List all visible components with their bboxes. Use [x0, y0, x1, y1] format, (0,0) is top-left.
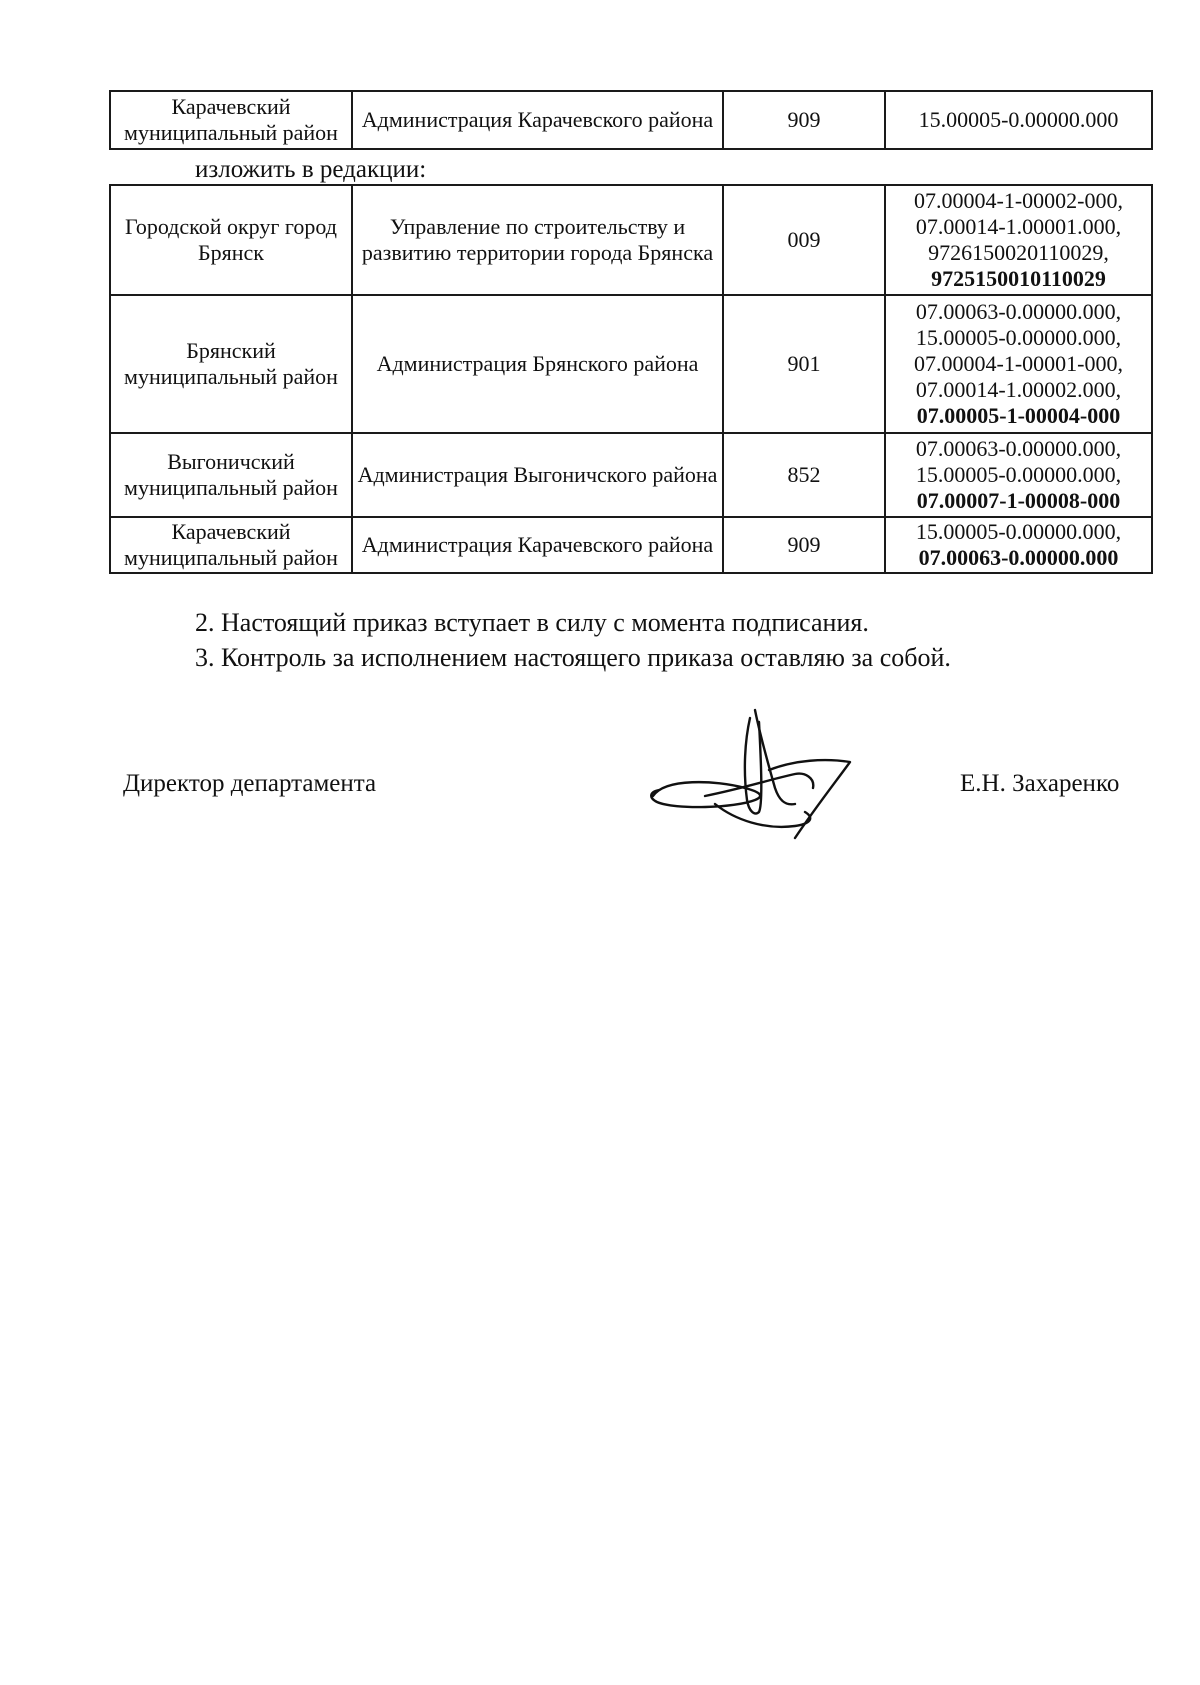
budget-code: 07.00004-1-00001-000,: [914, 351, 1123, 376]
budget-code-highlighted: 07.00063-0.00000.000: [918, 545, 1119, 570]
signatory-title: Директор департамента: [123, 770, 377, 797]
table-row: [110, 517, 1152, 573]
district-cell: Карачевский муниципальный район: [110, 91, 352, 149]
administration-cell: Администрация Брянского района: [352, 295, 723, 433]
budget-codes-cell: [885, 517, 1152, 573]
administration-cell: Администрация Карачевского района: [352, 517, 723, 573]
budget-code: 9726150020110029,: [928, 240, 1109, 265]
budget-code: 07.00004-1-00002-000,: [914, 188, 1123, 213]
table-row: [110, 433, 1152, 517]
code-cell: 909: [723, 517, 885, 573]
district-cell: Выгоничский муниципальный район: [110, 433, 352, 517]
budget-code: 07.00014-1.00002.000,: [915, 377, 1122, 402]
district-cell: Карачевский муниципальный район: [110, 517, 352, 573]
budget-code: 07.00063-0.00000.000,: [915, 436, 1122, 461]
budget-code: 07.00063-0.00000.000,: [915, 299, 1122, 324]
administration-cell: Администрация Карачевского района: [352, 91, 723, 149]
administration-cell: Управление по строительству и развитию территории города Брянска: [352, 185, 723, 295]
budget-codes-cell: [885, 185, 1152, 295]
budget-code-highlighted: 9725150010110029: [931, 266, 1106, 291]
budget-codes-cell: [885, 91, 1152, 149]
table-row: [110, 295, 1152, 433]
code-cell: 901: [723, 295, 885, 433]
district-cell: Брянский муниципальный район: [110, 295, 352, 433]
budget-code: 15.00005-0.00000.000,: [915, 462, 1122, 487]
table-row: [110, 91, 1152, 149]
code-cell: 009: [723, 185, 885, 295]
budget-codes-cell: [885, 433, 1152, 517]
district-cell: Городской округ город Брянск: [110, 185, 352, 295]
administration-cell: Администрация Выгоничского района: [352, 433, 723, 517]
intro-text: изложить в редакции:: [195, 156, 427, 183]
budget-code-highlighted: 07.00005-1-00004-000: [916, 403, 1121, 428]
new-entries-table: [109, 184, 1153, 574]
budget-codes-cell: [885, 295, 1152, 433]
budget-code: 07.00014-1.00001.000,: [915, 214, 1122, 239]
budget-code: 15.00005-0.00000.000,: [915, 325, 1122, 350]
code-cell: 909: [723, 91, 885, 149]
paragraph-3: 3. Контроль за исполнением настоящего приказа оставляю за собой.: [195, 643, 951, 672]
paragraph-2: 2. Настоящий приказ вступает в силу с момента подписания.: [195, 608, 869, 637]
budget-code: 15.00005-0.00000.000: [918, 107, 1119, 132]
table-row: [110, 185, 1152, 295]
budget-code: 15.00005-0.00000.000,: [915, 519, 1122, 544]
budget-code-highlighted: 07.00007-1-00008-000: [916, 488, 1121, 513]
handwritten-signature: [645, 700, 905, 850]
signatory-name: Е.Н. Захаренко: [960, 770, 1120, 797]
code-cell: 852: [723, 433, 885, 517]
previous-entry-table: [109, 90, 1153, 150]
